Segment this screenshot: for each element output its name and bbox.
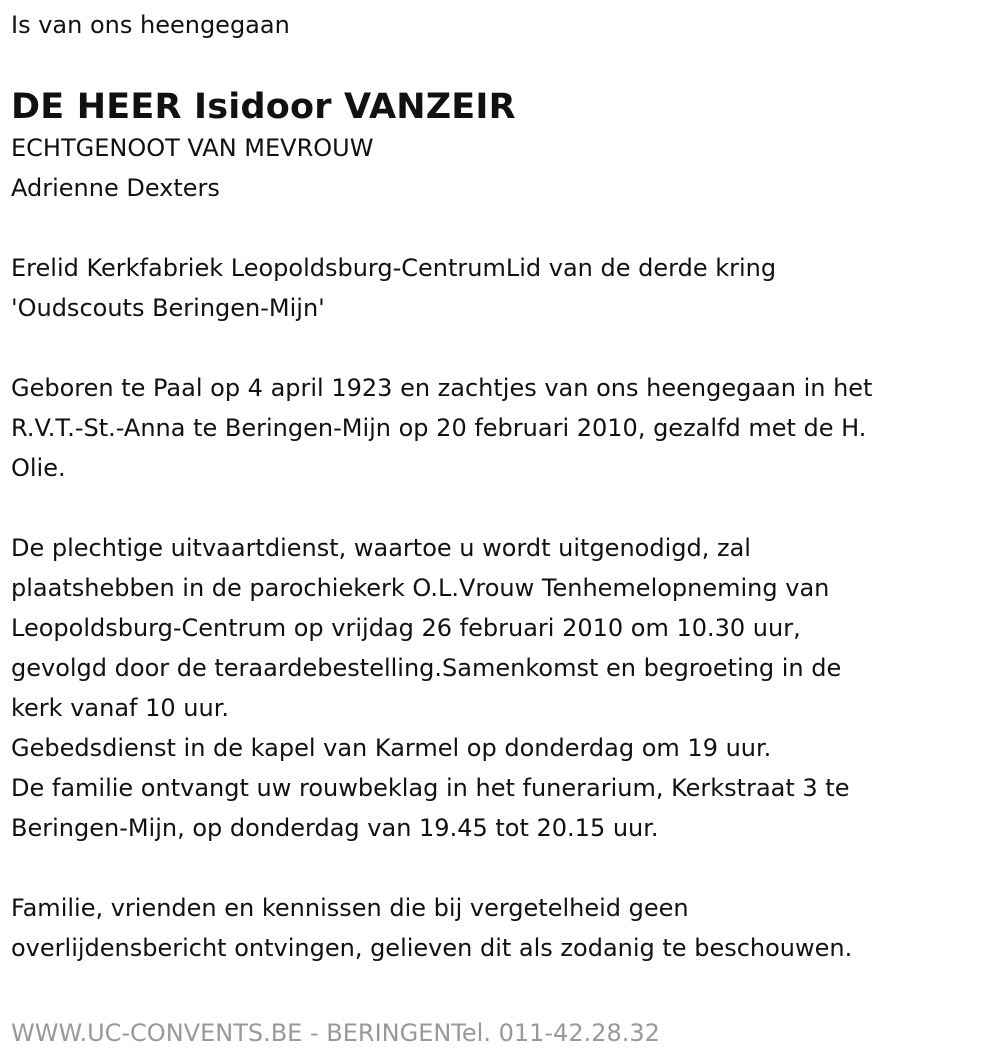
closing-block bbox=[11, 888, 991, 968]
service-line: kerk vanaf 10 uur. bbox=[11, 694, 229, 722]
closing-line: overlijdensbericht ontvingen, gelieven dit als zodanig te beschouwen. bbox=[11, 934, 853, 962]
membership-line: 'Oudscouts Beringen-Mijn' bbox=[11, 294, 325, 322]
birth-death-line: Olie. bbox=[11, 454, 66, 482]
membership-line: Erelid Kerkfabriek Leopoldsburg-CentrumLid van de derde kring bbox=[11, 254, 777, 282]
spouse-line: ECHTGENOOT VAN MEVROUW bbox=[11, 134, 374, 162]
membership-block bbox=[11, 248, 991, 328]
birth-death-block bbox=[11, 368, 991, 488]
service-line: De plechtige uitvaartdienst, waartoe u wordt uitgenodigd, zal bbox=[11, 534, 751, 562]
service-line: plaatshebben in de parochiekerk O.L.Vrouw Tenhemelopneming van bbox=[11, 574, 830, 602]
closing-line: Familie, vrienden en kennissen die bij vergetelheid geen bbox=[11, 894, 689, 922]
birth-death-line: R.V.T.-St.-Anna te Beringen-Mijn op 20 februari 2010, gezalfd met de H. bbox=[11, 414, 867, 442]
spouse-name: Adrienne Dexters bbox=[11, 174, 220, 202]
intro-text: Is van ons heengegaan bbox=[11, 11, 290, 39]
service-block bbox=[11, 528, 991, 848]
birth-death-line: Geboren te Paal op 4 april 1923 en zachtjes van ons heengegaan in het bbox=[11, 374, 873, 402]
spouse-block bbox=[11, 128, 991, 208]
service-line: gevolgd door de teraardebestelling.Samenkomst en begroeting in de bbox=[11, 654, 842, 682]
footer-contact: WWW.UC-CONVENTS.BE - BERINGENTel. 011-42.28.32 bbox=[11, 1019, 660, 1047]
service-line: Leopoldsburg-Centrum op vrijdag 26 februari 2010 om 10.30 uur, bbox=[11, 614, 801, 642]
service-line: Gebedsdienst in de kapel van Karmel op donderdag om 19 uur. bbox=[11, 734, 772, 762]
death-notice bbox=[11, 8, 991, 968]
deceased-name: DE HEER Isidoor VANZEIR bbox=[11, 87, 516, 127]
service-line: Beringen-Mijn, op donderdag van 19.45 tot 20.15 uur. bbox=[11, 814, 659, 842]
service-line: De familie ontvangt uw rouwbeklag in het funerarium, Kerkstraat 3 te bbox=[11, 774, 850, 802]
